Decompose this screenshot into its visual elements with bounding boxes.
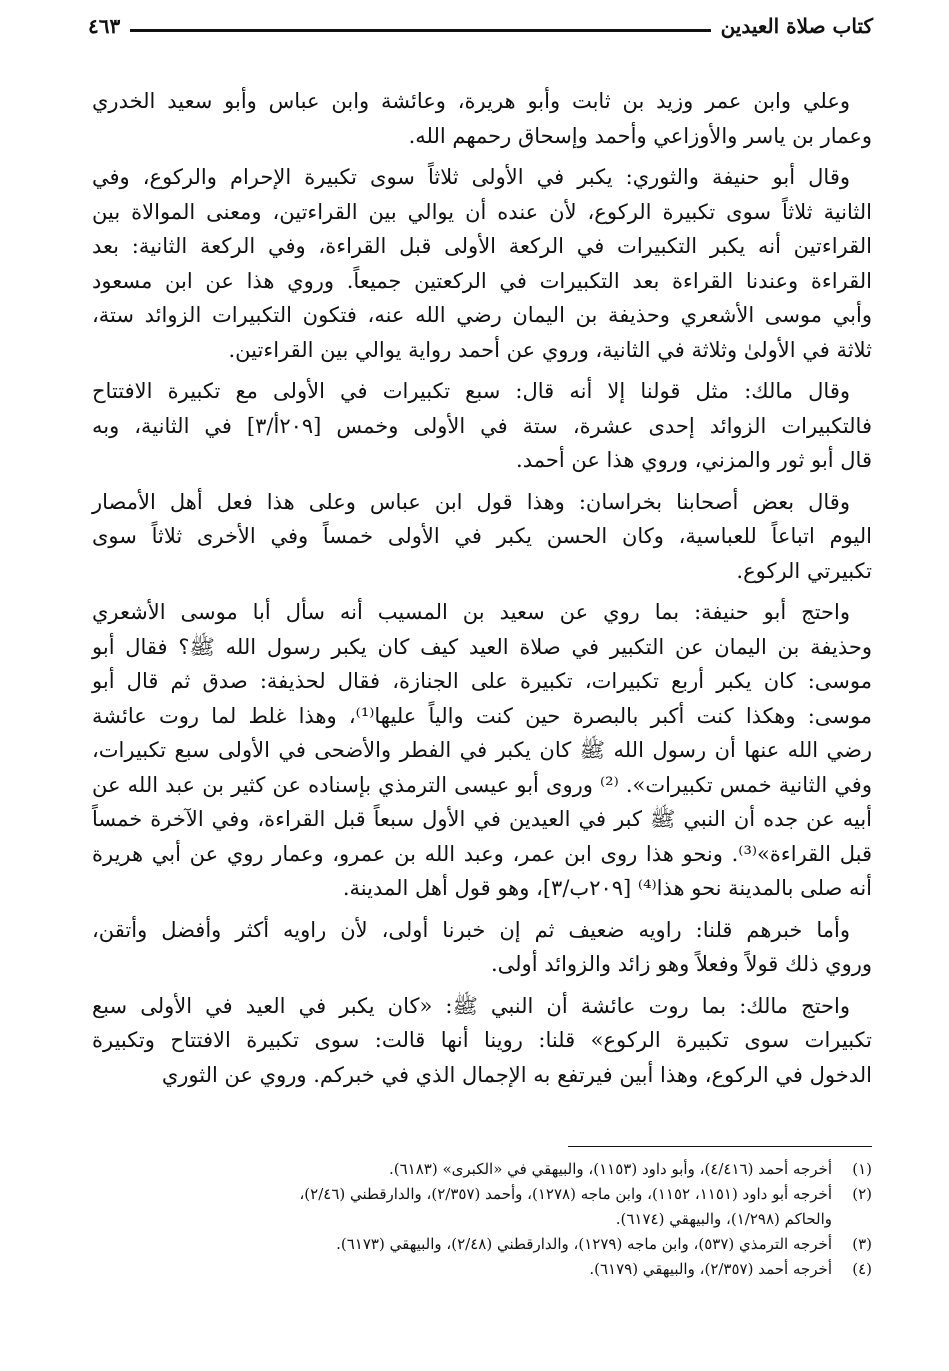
text-line: أنه صلى بالمدينة نحو هذا⁽⁴⁾ [٢٠٩ب/٣]، وهو قول أهل المدينة.: [342, 876, 872, 900]
text-line: وعلي وابن عمر وزيد بن ثابت وأبو هريرة، وعائشة وابن عباس وأبو سعيد الخدري: [92, 89, 850, 113]
footnote-text: والحاكم (١/٢٩٨)، والبيهقي (٦١٧٤).: [615, 1210, 832, 1228]
text-line: واحتج أبو حنيفة: بما روي عن سعيد بن المسيب أنه سأل أبا موسى الأشعري: [92, 600, 850, 624]
paragraph: [92, 989, 872, 1093]
text-line: الثانية ثلاثاً سوى تكبيرة الركوع، لأن عنده أن يوالي بين القراءتين، ومعنى الموالاة بين: [92, 199, 872, 224]
footnote: [92, 1182, 872, 1232]
text-line: موسى: وهكذا كنت أكبر بالبصرة حين كنت والياً عليها⁽¹⁾، وهذا غلط لما روت عائشة: [92, 703, 872, 728]
text-line: وأما خبرهم قلنا: راويه ضعيف ثم إن خبرنا أولى، لأن راويه أكثر وأفضل وأتقن،: [92, 917, 850, 942]
footnotes: [92, 1157, 872, 1282]
text-line: وفي الثانية خمس تكبيرات». ⁽²⁾ وروى أبو عيسى الترمذي بإسناده عن كثير بن عبد الله عن: [92, 772, 872, 797]
text-line: القراءة وعندنا القراءة بعد التكبيرات في الركعتين جميعاً. وروي هذا عن ابن مسعود: [92, 268, 872, 293]
footnote-number: (٣): [852, 1235, 872, 1253]
text-line: تكبيرتي الركوع.: [736, 558, 872, 583]
text-line: الدخول في الركوع، وهذا أبين فيرتفع به الإجمال الذي في خبركم. وروي عن الثوري: [161, 1062, 872, 1087]
text-line: قبل القراءة»⁽³⁾. ونحو هذا روى ابن عمر، وعبد الله بن عمرو، وعمار روي عن أبي هريرة: [92, 841, 872, 866]
chapter-title: كتاب صلاة العيدين: [720, 14, 873, 38]
footnote: [92, 1257, 872, 1282]
paragraph: [92, 160, 872, 367]
text-line: موسى: كان يكبر أربع تكبيرات، تكبيرة على الجنازة، فقال لحذيفة: صدق ثم قال أبو: [92, 669, 872, 693]
text-line: وحذيفة بن اليمان عن التكبير في صلاة العيد كيف كان يكبر رسول الله ﷺ؟ فقال أبو: [92, 634, 872, 659]
text-line: ثلاثة في الأولىٰ وثلاثة في الثانية، وروي عن أحمد رواية يوالي بين القراءتين.: [228, 337, 872, 362]
paragraph: [92, 595, 872, 906]
footnote-text: أخرجه الترمذي (٥٣٧)، وابن ماجه (١٢٧٩)، والدارقطني (٢/٤٨)، والبيهقي (٦١٧٣).: [336, 1235, 832, 1253]
footnote-number: (٤): [852, 1260, 872, 1278]
text-line: قال أبو ثور والمزني، وروي هذا عن أحمد.: [516, 448, 872, 472]
paragraph: [92, 84, 872, 153]
header-rule: [130, 29, 710, 32]
footnote-number: (٢): [852, 1185, 872, 1203]
footnote-text: أخرجه أبو داود (١١٥١، ١١٥٢)، وابن ماجه (١٢٧٨)، وأحمد (٢/٣٥٧)، والدارقطني (٢/٤٦)،: [299, 1185, 832, 1203]
text-line: وقال مالك: مثل قولنا إلا أنه قال: سبع تكبيرات في الأولى مع تكبيرة الافتتاح: [92, 379, 850, 403]
text-line: تكبيرات سوى تكبيرة الركوع» قلنا: روينا أنها قالت: سوى تكبيرة الافتتاح وتكبيرة: [92, 1028, 872, 1052]
main-text: [92, 84, 872, 1099]
text-line: وعمار بن ياسر والأوزاعي وأحمد وإسحاق رحمهم الله.: [408, 123, 872, 148]
running-header: [88, 8, 873, 38]
text-line: القراءتين أنه يكبر التكبيرات في الركعة الأولى قبل القراءة، وفي الركعة الثانية: بعد: [92, 234, 872, 258]
footnote-divider: [568, 1146, 872, 1147]
text-line: اليوم اتباعاً للعباسية، وكان الحسن يكبر في الأولى خمساً وفي الأخرى ثلاثاً سوى: [92, 524, 872, 548]
footnote-number: (١): [852, 1160, 872, 1178]
paragraph: [92, 374, 872, 478]
text-line: أبيه عن جده أن النبي ﷺ كبر في العيدين في الأول سبعاً قبل القراءة، وفي الآخرة خمساً: [92, 807, 872, 831]
footnote: [92, 1157, 872, 1182]
paragraph: [92, 485, 872, 589]
text-line: وأبي موسى الأشعري وحذيفة بن اليمان رضي الله عنه، فتكون التكبيرات الزوائد ستة،: [92, 303, 872, 327]
text-line: فالتكبيرات الزوائد إحدى عشرة، ستة في الأولى وخمس [٢٠٩أ/٣] في الثانية، وبه: [92, 413, 872, 438]
footnote: [92, 1232, 872, 1257]
footnote-text: أخرجه أحمد (٤/٤١٦)، وأبو داود (١١٥٣)، والبيهقي في «الكبرى» (٦١٨٣).: [389, 1160, 832, 1178]
footnote-text: أخرجه أحمد (٢/٣٥٧)، والبيهقي (٦١٧٩).: [589, 1260, 832, 1278]
text-line: واحتج مالك: بما روت عائشة أن النبي ﷺ: «كان يكبر في العيد في الأولى سبع: [92, 993, 850, 1018]
text-line: رضي الله عنها أن رسول الله ﷺ كان يكبر في الفطر والأضحى في الأولى سبع تكبيرات،: [92, 738, 872, 762]
page-number: ٤٦٣: [88, 14, 121, 38]
paragraph: [92, 913, 872, 982]
text-line: وقال بعض أصحابنا بخراسان: وهذا قول ابن عباس وعلى هذا فعل أهل الأمصار: [92, 489, 850, 514]
text-line: وروي ذلك قولاً وفعلاً وهو زائد والزوائد أولى.: [490, 952, 872, 976]
text-line: وقال أبو حنيفة والثوري: يكبر في الأولى ثلاثاً سوى تكبيرة الإحرام والركوع، وفي: [92, 165, 850, 189]
